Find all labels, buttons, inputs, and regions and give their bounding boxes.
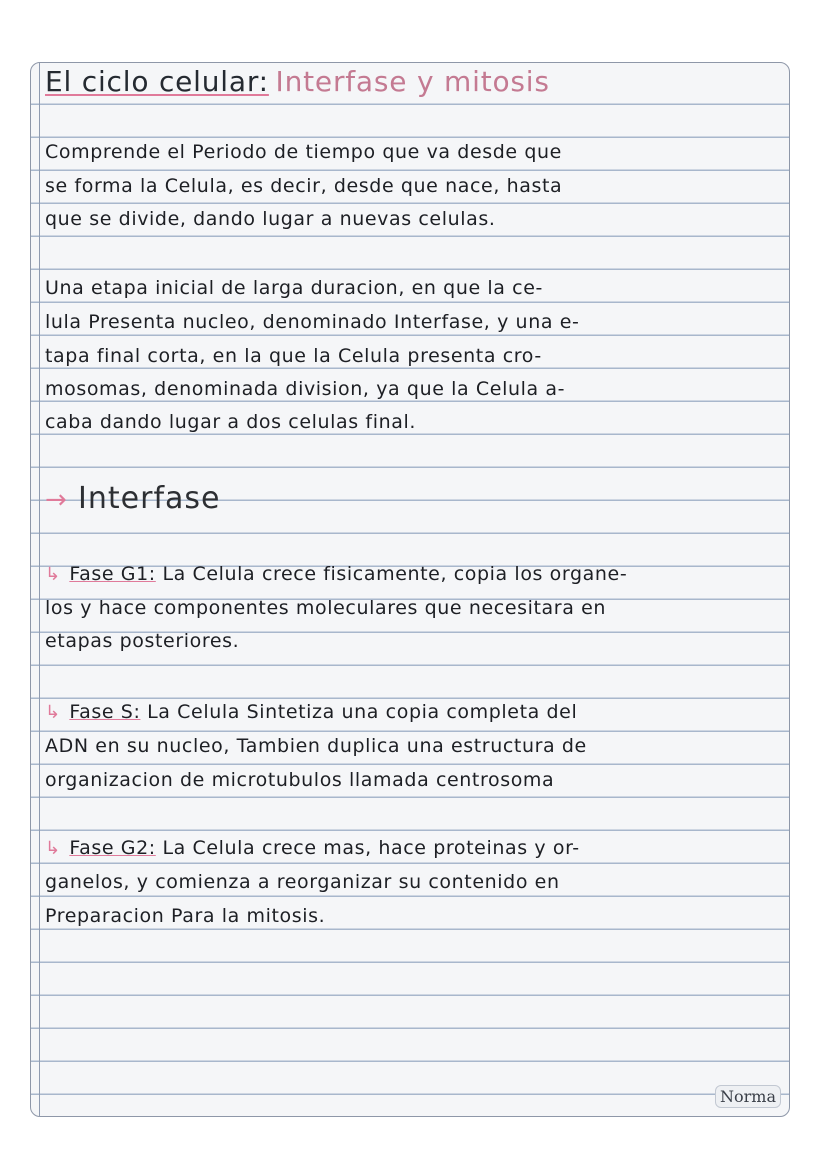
phase-g1-label: Fase G1:: [69, 563, 156, 585]
phase-g2-line-2: ganelos, y comienza a reorganizar su contenido en: [45, 871, 560, 893]
curved-arrow-icon: ↳: [45, 702, 61, 723]
phase-g2-text-1: La Celula crece mas, hace proteinas y or-: [162, 837, 580, 859]
phase-s-line-2: ADN en su nucleo, Tambien duplica una estructura de: [45, 735, 587, 757]
phase-g1-line-2: los y hace componentes moleculares que necesitara en: [45, 597, 607, 619]
right-arrow-icon: →: [45, 485, 68, 515]
margin-line: [39, 63, 40, 1116]
paragraph2-line-1: Una etapa inicial de larga duracion, en que la ce-: [45, 277, 543, 299]
paragraph2-line-2: lula Presenta nucleo, denominado Interfase, y una e-: [45, 311, 580, 333]
intro-line-1: Comprende el Periodo de tiempo que va desde que: [45, 141, 562, 163]
notebook-page: [30, 62, 790, 1117]
title-main: El ciclo celular:: [45, 65, 269, 98]
paragraph2-line-4: mosomas, denominada division, ya que la Celula a-: [45, 378, 566, 400]
section-heading-text: Interfase: [78, 481, 221, 516]
brand-logo: Norma: [715, 1085, 781, 1108]
phase-g2-line-3: Preparacion Para la mitosis.: [45, 905, 326, 927]
phase-s-line-3: organizacion de microtubulos llamada centrosoma: [45, 769, 555, 791]
phase-g2-label: Fase G2:: [69, 837, 156, 859]
curved-arrow-icon: ↳: [45, 564, 61, 585]
phase-g1-line-3: etapas posteriores.: [45, 630, 240, 652]
curved-arrow-icon: ↳: [45, 838, 61, 859]
phase-s-line-1: [45, 701, 577, 723]
intro-line-2: se forma la Celula, es decir, desde que nace, hasta: [45, 175, 563, 197]
phase-g1-line-1: [45, 563, 627, 585]
paragraph2-line-3: tapa final corta, en la que la Celula presenta cro-: [45, 345, 542, 367]
phase-s-text-1: La Celula Sintetiza una copia completa del: [147, 701, 578, 723]
phase-g1-text-1: La Celula crece fisicamente, copia los organe-: [162, 563, 628, 585]
title-accent: Interfase y mitosis: [275, 65, 550, 98]
page-title: [45, 65, 550, 98]
phase-g2-line-1: [45, 837, 580, 859]
section-heading: [45, 481, 220, 516]
paragraph2-line-5: caba dando lugar a dos celulas final.: [45, 411, 416, 433]
intro-line-3: que se divide, dando lugar a nuevas celulas.: [45, 208, 496, 230]
phase-s-label: Fase S:: [69, 701, 141, 723]
